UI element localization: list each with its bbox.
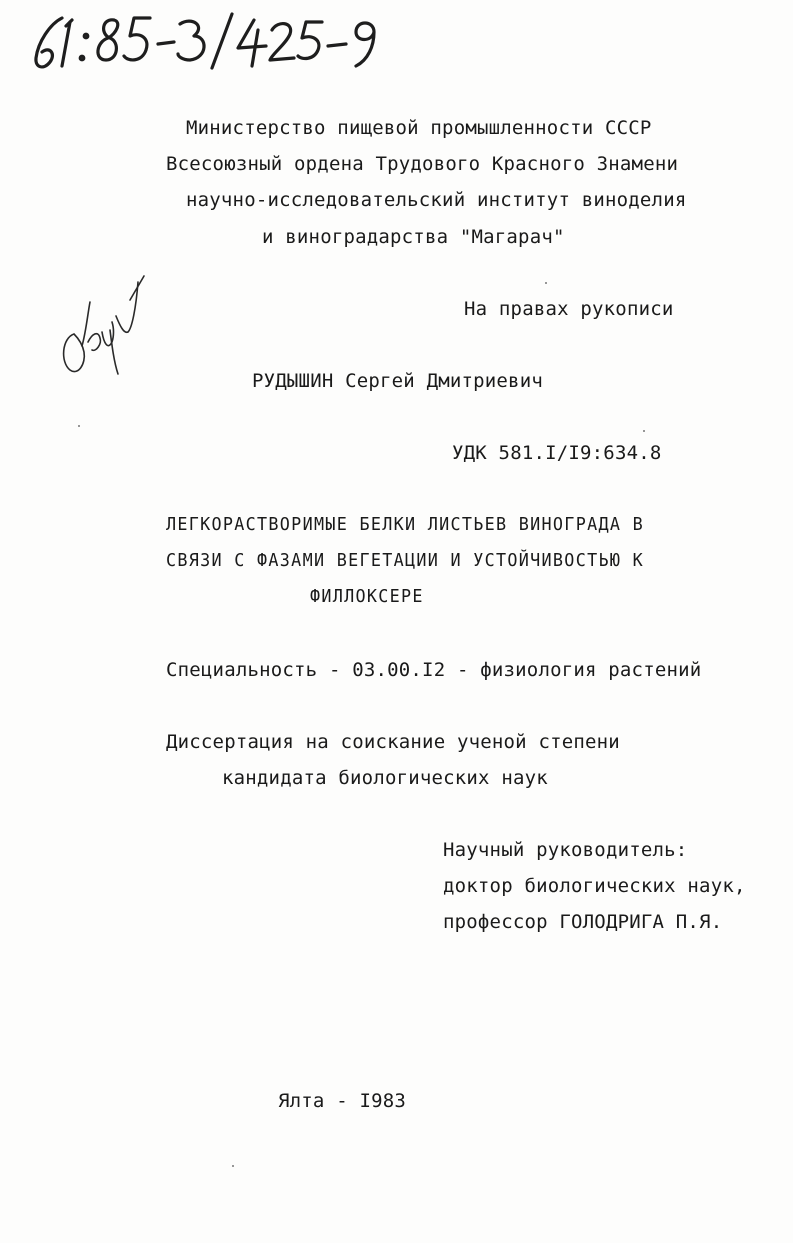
thesis-title-line1: ЛЕГКОРАСТВОРИМЫЕ БЕЛКИ ЛИСТЬЕВ ВИНОГРАДА В (166, 514, 644, 535)
supervisor-degree: доктор биологических наук, (443, 875, 746, 897)
udc-code: УДК 581.I/I9:634.8 (452, 442, 662, 464)
place-year: Ялта - I983 (278, 1090, 407, 1112)
supervisor-heading: Научный руководитель: (443, 839, 688, 861)
thesis-title-line3: ФИЛЛОКСЕРЕ (310, 586, 424, 607)
header-institute-name: и виноградарства "Магарач" (262, 226, 565, 248)
thesis-title-line2: СВЯЗИ С ФАЗАМИ ВЕГЕТАЦИИ И УСТОЙЧИВОСТЬЮ К (166, 550, 644, 571)
specialty: Специальность - 03.00.I2 - физиология растений (166, 659, 702, 681)
scan-speck (643, 430, 645, 432)
author-name: РУДЫШИН Сергей Дмитриевич (252, 370, 543, 392)
scan-speck (78, 425, 80, 427)
dissertation-degree-line2: кандидата биологических наук (222, 767, 548, 789)
scan-speck (545, 282, 547, 284)
scan-speck (232, 1165, 234, 1167)
signature-handwritten (52, 272, 152, 387)
header-order: Всесоюзный ордена Трудового Красного Знамени (166, 153, 679, 175)
archive-mark-strokes (22, 6, 462, 86)
manuscript-rights: На правах рукописи (464, 298, 674, 320)
header-ministry: Министерство пищевой промышленности СССР (186, 117, 652, 139)
dissertation-degree-line1: Диссертация на соискание ученой степени (166, 731, 620, 753)
supervisor-name: профессор ГОЛОДРИГА П.Я. (443, 911, 723, 933)
header-institute: научно-исследовательский институт виноделия (186, 189, 687, 211)
